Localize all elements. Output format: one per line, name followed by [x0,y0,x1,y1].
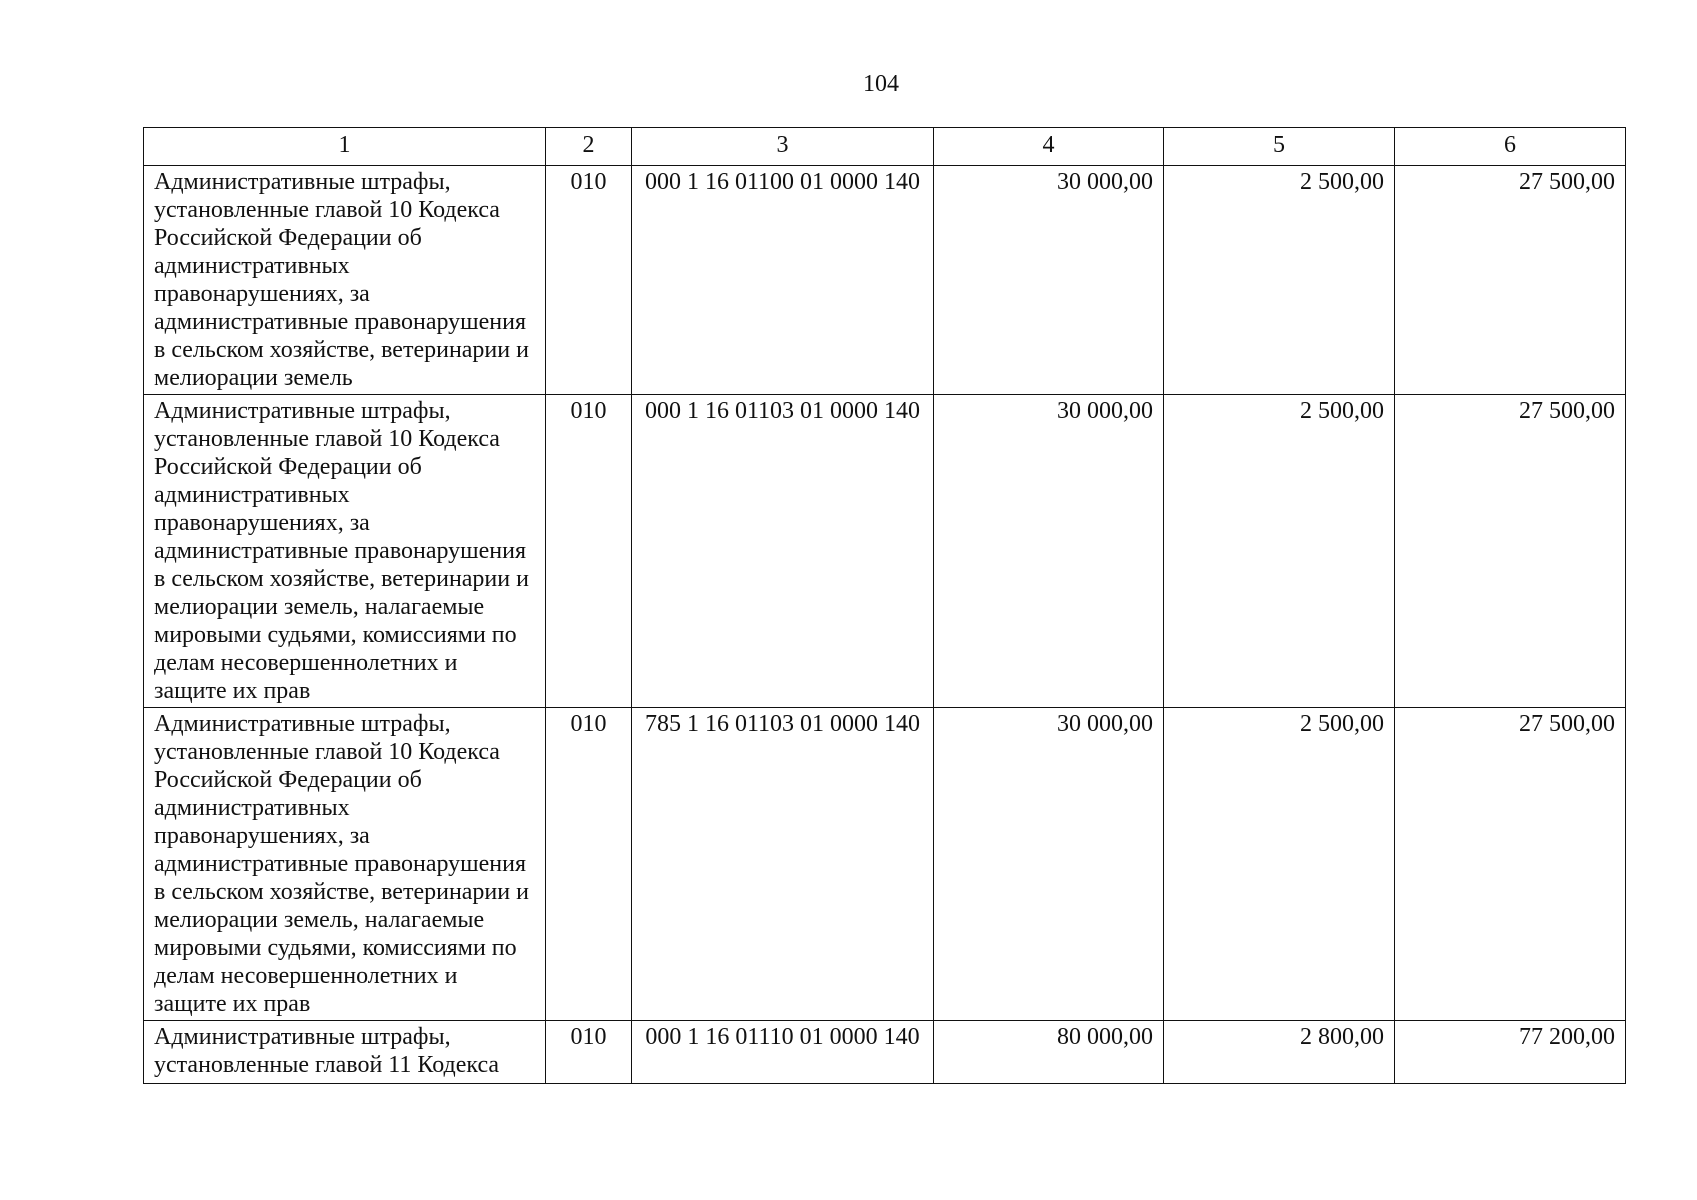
row-value-4-cell: 80 000,00 [934,1021,1164,1084]
table-body [144,166,1626,1084]
column-header-6: 6 [1395,128,1626,166]
column-header-5: 5 [1164,128,1395,166]
column-header-1: 1 [144,128,546,166]
column-header-2: 2 [546,128,632,166]
row-name-cell: Административные штрафы, установленные главой 11 Кодекса [144,1021,546,1084]
table-header [144,128,1626,166]
row-name-cell: Административные штрафы, установленные главой 10 Кодекса Российской Федерации об административных правонарушениях, за административные правонарушения в сельском хозяйстве, ветеринарии и мелиорации земель [144,166,546,395]
row-name-cell: Административные штрафы, установленные главой 10 Кодекса Российской Федерации об административных правонарушениях, за административные правонарушения в сельском хозяйстве, ветеринарии и мелиорации земель, налагаемые мировыми судьями, комиссиями по делам несовершеннолетних и защите их прав [144,708,546,1021]
table-row [144,1021,1626,1084]
row-value-6-cell: 27 500,00 [1395,708,1626,1021]
row-value-4-cell: 30 000,00 [934,708,1164,1021]
table-row [144,708,1626,1021]
column-header-3: 3 [632,128,934,166]
table-row [144,395,1626,708]
row-kbk-cell: 000 1 16 01110 01 0000 140 [632,1021,934,1084]
row-value-6-cell: 27 500,00 [1395,395,1626,708]
row-code-cell: 010 [546,166,632,395]
row-value-5-cell: 2 500,00 [1164,395,1395,708]
page-number: 104 [863,71,899,97]
row-value-4-cell: 30 000,00 [934,395,1164,708]
row-value-6-cell: 27 500,00 [1395,166,1626,395]
row-value-4-cell: 30 000,00 [934,166,1164,395]
row-code-cell: 010 [546,708,632,1021]
row-value-5-cell: 2 500,00 [1164,166,1395,395]
row-kbk-cell: 785 1 16 01103 01 0000 140 [632,708,934,1021]
row-kbk-cell: 000 1 16 01103 01 0000 140 [632,395,934,708]
row-value-5-cell: 2 500,00 [1164,708,1395,1021]
header-row [144,128,1626,166]
row-name-cell: Административные штрафы, установленные главой 10 Кодекса Российской Федерации об административных правонарушениях, за административные правонарушения в сельском хозяйстве, ветеринарии и мелиорации земель, налагаемые мировыми судьями, комиссиями по делам несовершеннолетних и защите их прав [144,395,546,708]
row-code-cell: 010 [546,395,632,708]
row-code-cell: 010 [546,1021,632,1084]
row-value-5-cell: 2 800,00 [1164,1021,1395,1084]
row-kbk-cell: 000 1 16 01100 01 0000 140 [632,166,934,395]
budget-table [143,127,1626,1084]
row-value-6-cell: 77 200,00 [1395,1021,1626,1084]
table-row [144,166,1626,395]
column-header-4: 4 [934,128,1164,166]
